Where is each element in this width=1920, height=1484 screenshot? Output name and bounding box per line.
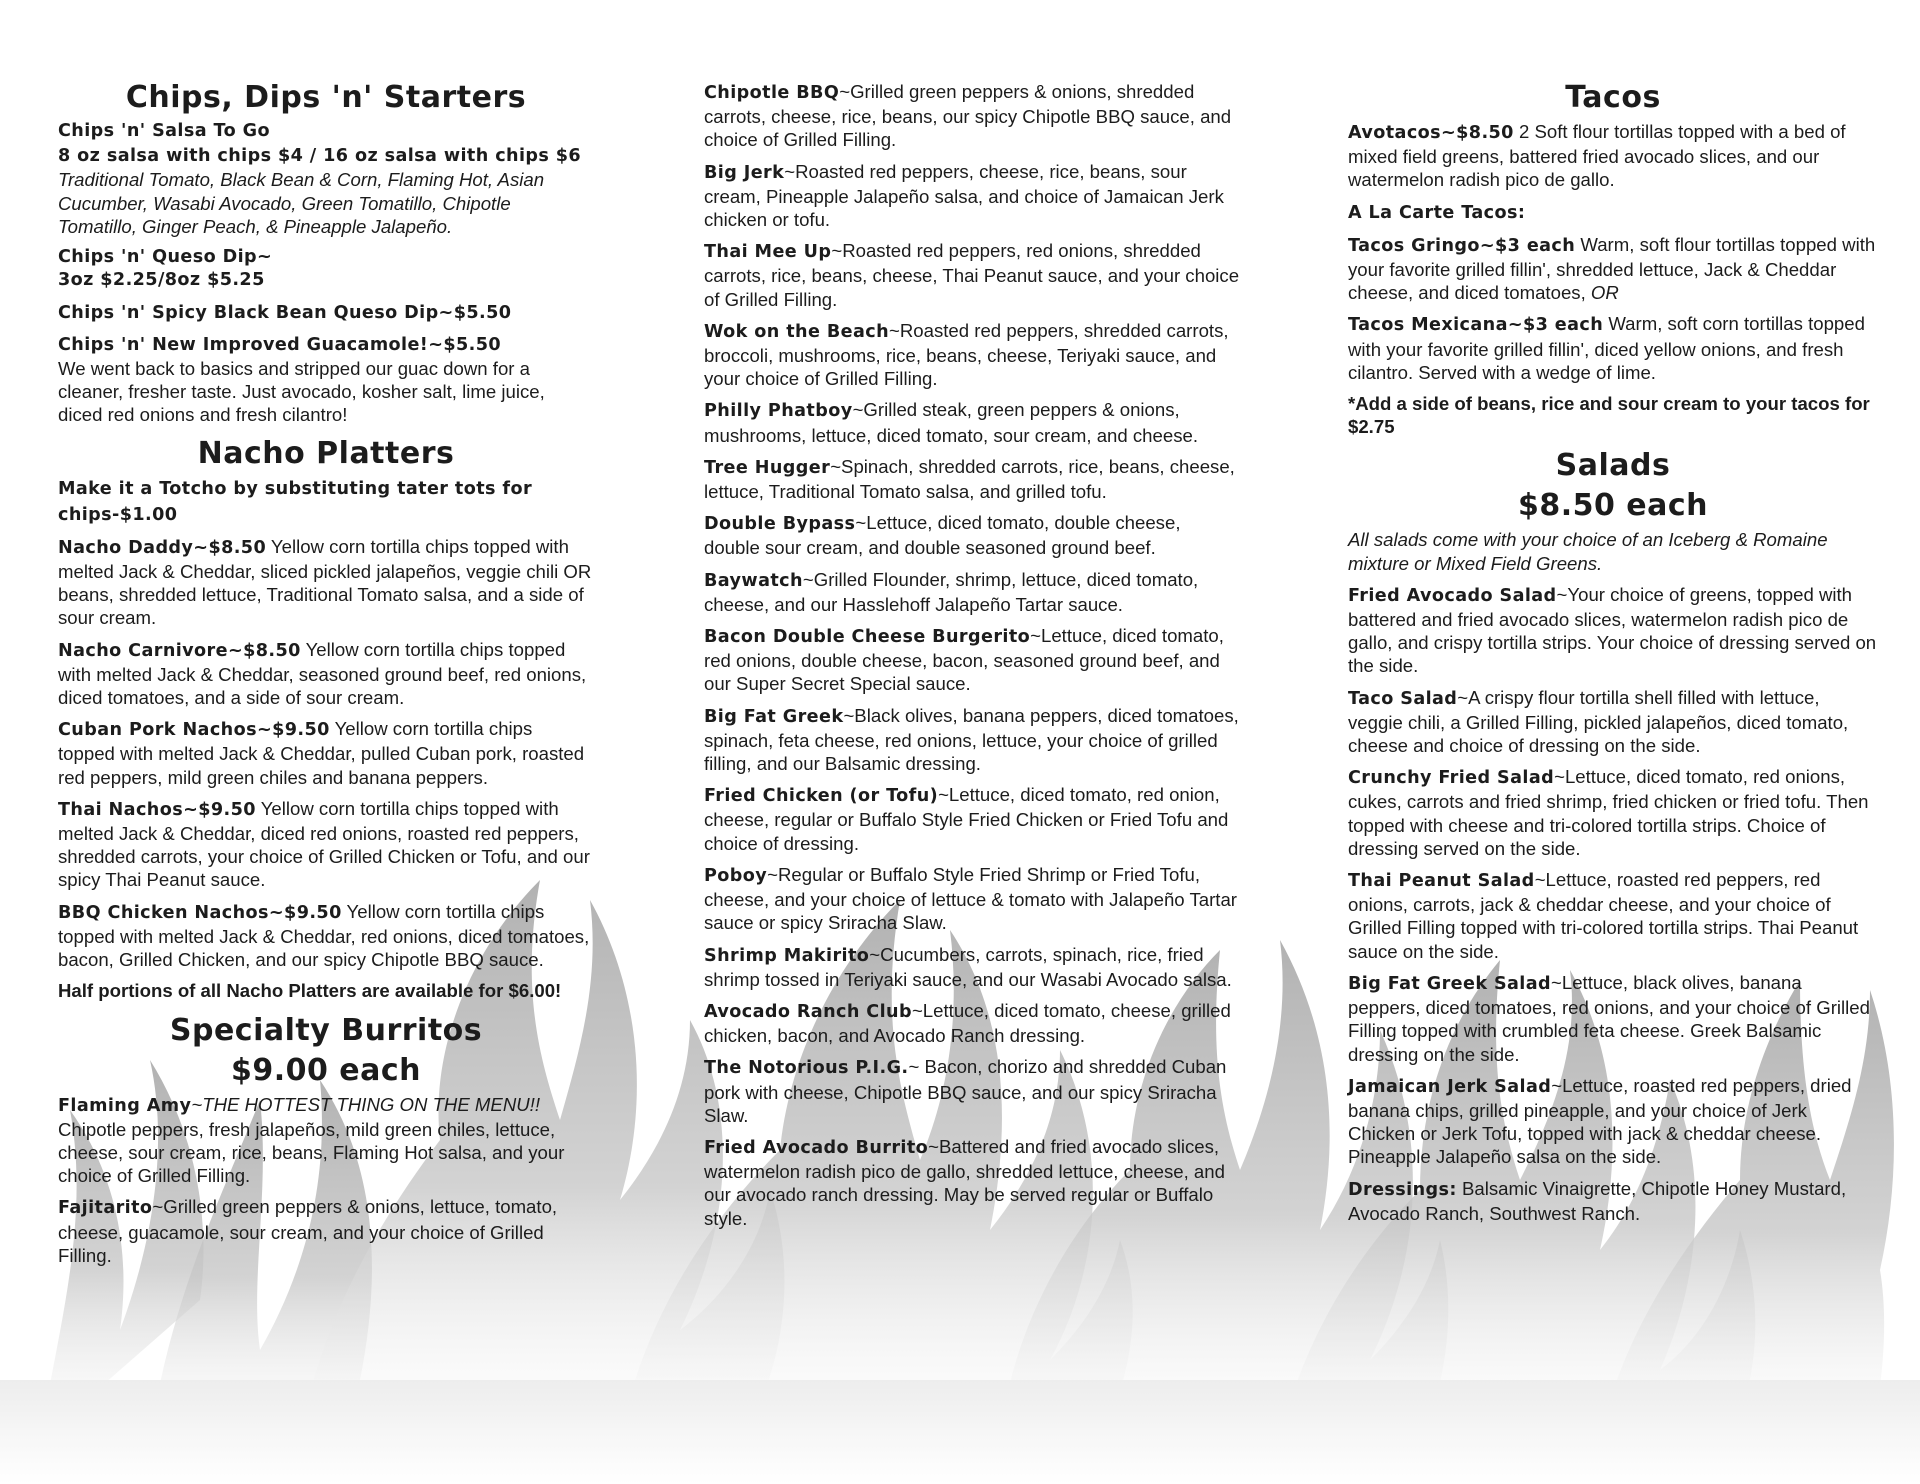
menu-item-salsa: [58, 120, 594, 238]
item-description: ~Roasted red peppers, cheese, rice, beans, sour cream, Pineapple Jalapeño salsa, and choice of Jamaican Jerk chicken or tofu.: [704, 160, 1224, 231]
menu-item-salad: [1348, 868, 1878, 963]
item-description: ~Lettuce, black olives, banana peppers, diced tomatoes, red onions, and your choice of Grilled Filling topped with crumbled feta cheese. Greek Balsamic dressing on the side.: [1348, 971, 1870, 1065]
item-name: BBQ Chicken Nachos~$9.50: [58, 902, 342, 923]
item-name: Poboy: [704, 865, 768, 886]
note-text: Make it a Totcho by substituting tater tots for chips-$1.00: [58, 479, 533, 525]
section-price-burritos: $9.00 each: [230, 1052, 422, 1088]
item-name: Fried Avocado Salad: [1348, 585, 1557, 606]
item-description: Yellow corn tortilla chips topped with melted Jack & Cheddar, diced red onions, roasted red peppers, shredded carrots, your choice of Grilled Chicken or Tofu, and our spicy Thai Peanut sauce.: [58, 797, 590, 891]
menu-item-burrito: [704, 455, 1240, 503]
menu-item-avotacos: [1348, 120, 1878, 192]
item-description: ~Roasted red peppers, red onions, shredded carrots, rice, beans, cheese, Thai Peanut sauce, and your choice of Grilled Filling.: [704, 240, 1240, 310]
item-name: Big Fat Greek Salad: [1348, 973, 1552, 994]
menu-item-nacho: [58, 900, 594, 972]
item-name: Philly Phatboy: [704, 401, 853, 422]
item-name: Shrimp Makirito: [704, 945, 870, 966]
item-name: Chips 'n' Spicy Black Bean Queso Dip~$5.50: [58, 303, 512, 324]
item-or: OR: [1590, 282, 1619, 304]
section-heading-nachos: Nacho Platters: [197, 436, 455, 472]
menu-column-left: [58, 72, 594, 1275]
item-name: Taco Salad: [1348, 688, 1458, 709]
item-name: Chipotle BBQ: [704, 83, 840, 103]
item-name: The Notorious P.I.G.: [704, 1058, 909, 1079]
menu-item-burrito: [704, 1055, 1240, 1127]
menu-item-salad: [1348, 583, 1878, 678]
item-description: ~Your choice of greens, topped with battered and fried avocado slices, watermelon radish pico de gallo, and crispy tortilla strips. Your choice of dressing served on the side.: [1348, 583, 1877, 677]
menu-item-bean-queso: [58, 300, 594, 325]
menu-item-burrito: [704, 239, 1240, 311]
menu-item-burrito: [704, 568, 1240, 616]
menu-item-guacamole: [58, 334, 594, 427]
menu-item-burrito: [704, 398, 1240, 446]
totcho-note: [58, 476, 594, 526]
item-name: Chips 'n' New Improved Guacamole!~$5.50: [58, 334, 502, 355]
item-name: Tree Hugger: [704, 457, 831, 478]
flame-fade: [0, 1380, 1920, 1484]
item-description: ~Lettuce, roasted red peppers, red onions, carrots, jack & cheddar cheese, and your choice of Grilled Filling topped with tri-colored tortilla strips. Thai Peanut sauce on the side.: [1348, 869, 1859, 962]
item-description: ~ Bacon, chorizo and shredded Cuban pork with cheese, Chipotle BBQ sauce, and our spicy Sriracha Slaw.: [704, 1056, 1227, 1126]
menu-item-burrito: [704, 160, 1240, 232]
tacos-side-note: *Add a side of beans, rice and sour cream to your tacos for $2.75: [1348, 393, 1870, 438]
item-description: ~Lettuce, diced tomato, double cheese, double sour cream, and double seasoned ground beef.: [704, 512, 1181, 559]
item-name: Big Jerk: [704, 162, 785, 183]
item-name: Double Bypass: [704, 514, 856, 535]
item-name: Cuban Pork Nachos~$9.50: [58, 720, 330, 741]
item-name: Flaming Amy: [58, 1095, 192, 1116]
item-description: ~Spinach, shredded carrots, rice, beans, cheese, lettuce, Traditional Tomato salsa, and grilled tofu.: [704, 455, 1235, 503]
menu-item-burrito: [704, 319, 1240, 391]
item-name: Avotacos~$8.50: [1348, 123, 1514, 143]
menu-item-burrito: [704, 511, 1240, 559]
item-name: Dressings:: [1348, 1179, 1457, 1200]
item-name: Big Fat Greek: [704, 706, 844, 727]
item-name: Fried Avocado Burrito: [704, 1137, 929, 1158]
menu-item-salad: [1348, 686, 1878, 758]
item-name: Bacon Double Cheese Burgerito: [704, 627, 1031, 648]
item-description: ~Lettuce, diced tomato, cheese, grilled chicken, bacon, and Avocado Ranch dressing.: [704, 999, 1231, 1047]
item-tagline: ~THE HOTTEST THING ON THE MENU!!: [191, 1093, 541, 1115]
item-description: ~Grilled Flounder, shrimp, lettuce, diced tomato, cheese, and our Hasslehoff Jalapeño Tartar sauce.: [704, 568, 1199, 615]
item-description: Traditional Tomato, Black Bean & Corn, Flaming Hot, Asian Cucumber, Wasabi Avocado, Green Tomatillo, Chipotle Tomatillo, Ginger Peach, & Pineapple Jalapeño.: [58, 169, 545, 237]
item-description: ~Roasted red peppers, shredded carrots, broccoli, mushrooms, rice, beans, cheese, Teriyaki sauce, and your choice of Grilled Filling.: [704, 319, 1229, 390]
menu-item-nacho: [58, 638, 594, 710]
section-heading-chips: Chips, Dips 'n' Starters: [125, 80, 527, 115]
subheading-text: A La Carte Tacos:: [1348, 202, 1526, 223]
item-description: ~Lettuce, diced tomato, red onions, double cheese, bacon, seasoned ground beef, and our Super Secret Special sauce.: [704, 625, 1224, 695]
item-name: Jamaican Jerk Salad: [1348, 1076, 1552, 1097]
item-description: ~Battered and fried avocado slices, watermelon radish pico de gallo, shredded lettuce, cheese, and our avocado ranch dressing. May be served regular or Buffalo style.: [704, 1135, 1225, 1229]
item-description: Yellow corn tortilla chips topped with melted Jack & Cheddar, seasoned ground beef, red onions, diced tomatoes, and a side of sour cream.: [58, 638, 587, 709]
menu-item-nacho: [58, 797, 594, 892]
item-name: Thai Peanut Salad: [1348, 871, 1535, 892]
item-name: Thai Mee Up: [704, 242, 832, 263]
item-description: ~Black olives, banana peppers, diced tomatoes, spinach, feta cheese, red onions, lettuce, your choice of grilled filling, and our Balsamic dressing.: [704, 704, 1239, 775]
menu-column-middle: [704, 80, 1240, 1238]
section-heading-salads: Salads: [1555, 448, 1671, 484]
menu-item-salad: [1348, 1074, 1878, 1169]
item-name: Fried Chicken (or Tofu): [704, 786, 939, 807]
item-name: Tacos Gringo~$3 each: [1348, 235, 1576, 256]
salads-note: All salads come with your choice of an Iceberg & Romaine mixture or Mixed Field Greens.: [1348, 529, 1828, 574]
menu-item-burrito: [704, 1135, 1240, 1230]
item-name: Avocado Ranch Club: [704, 1001, 912, 1022]
item-name: Thai Nachos~$9.50: [58, 799, 256, 820]
item-description: ~Lettuce, diced tomato, red onion, cheese, regular or Buffalo Style Fried Chicken or Fried Tofu and choice of dressing.: [704, 784, 1229, 854]
item-name: Nacho Daddy~$8.50: [58, 537, 267, 558]
item-description: Yellow corn tortilla chips topped with melted Jack & Cheddar, sliced pickled jalapeños, veggie chili OR beans, shredded lettuce, Traditional Tomato salsa, and a side of sour cream.: [58, 535, 592, 629]
menu-item-burrito: [704, 783, 1240, 855]
item-name: Tacos Mexicana~$3 each: [1348, 315, 1604, 336]
item-name: Nacho Carnivore~$8.50: [58, 640, 301, 661]
section-heading-burritos: Specialty Burritos: [169, 1012, 483, 1048]
menu-item-tacos-mexicana: [1348, 312, 1878, 384]
item-description: Yellow corn tortilla chips topped with melted Jack & Cheddar, pulled Cuban pork, roasted red peppers, mild green chiles and banana peppers.: [58, 718, 585, 788]
item-description: ~Lettuce, roasted red peppers, dried banana chips, grilled pineapple, and your choice of Jerk Chicken or Jerk Tofu, topped with jack & cheddar cheese. Pineapple Jalapeño salsa on the side.: [1348, 1074, 1852, 1168]
item-name: Fajitarito: [58, 1198, 153, 1219]
item-description: Chipotle peppers, fresh jalapeños, mild green chiles, lettuce, cheese, sour cream, rice, beans, Flaming Hot salsa, and your choice of Grilled Filling.: [58, 1118, 565, 1187]
item-description: 2 Soft flour tortillas topped with a bed of mixed field greens, battered fried avocado slices, and our watermelon radish pico de gallo.: [1348, 121, 1846, 191]
menu-item-flaming-amy: [58, 1093, 594, 1188]
item-name: Chips 'n' Salsa To Go: [58, 121, 270, 141]
item-price: 3oz $2.25/8oz $5.25: [58, 270, 265, 291]
menu-item-burrito: [704, 704, 1240, 776]
menu-item-fajitarito: [58, 1195, 594, 1267]
item-description: ~Regular or Buffalo Style Fried Shrimp or Fried Tofu, cheese, and your choice of lettuce & tomato with Jalapeño Tartar sauce or spicy Sriracha Slaw.: [704, 863, 1237, 934]
item-description: ~Grilled green peppers & onions, shredded carrots, cheese, rice, beans, our spicy Chipotle BBQ sauce, and choice of Grilled Filling.: [704, 81, 1232, 151]
item-description: We went back to basics and stripped our guac down for a cleaner, fresher taste. Just avocado, kosher salt, lime juice, diced red onions and fresh cilantro!: [58, 357, 545, 426]
item-description: ~Grilled green peppers & onions, lettuce, tomato, cheese, guacamole, sour cream, and your choice of Grilled Filling.: [58, 1196, 558, 1266]
item-description: Yellow corn tortilla chips topped with melted Jack & Cheddar, red onions, diced tomatoes, bacon, Grilled Chicken, and our spicy Chipotle BBQ sauce.: [58, 900, 590, 971]
item-name: Baywatch: [704, 570, 803, 591]
menu-item-burrito: [704, 999, 1240, 1047]
menu-item-burrito: [704, 624, 1240, 696]
menu-item-queso: [58, 246, 594, 292]
item-description: ~A crispy flour tortilla shell filled with lettuce, veggie chili, a Grilled Filling, pickled jalapeños, diced tomato, cheese and choice of dressing on the side.: [1348, 686, 1849, 757]
item-description: ~Grilled steak, green peppers & onions, mushrooms, lettuce, diced tomato, sour cream, and cheese.: [704, 399, 1199, 446]
menu-column-right: [1348, 72, 1878, 1233]
menu-item-salad: [1348, 765, 1878, 860]
item-name: Wok on the Beach: [704, 321, 889, 342]
item-description: ~Lettuce, diced tomato, red onions, cukes, carrots and fried shrimp, fried chicken or fried tofu. Then topped with cheese and tri-colored tortilla strips. Choice of dressing served on the side.: [1348, 766, 1869, 859]
menu-item-burrito: [704, 80, 1240, 152]
menu-item-nacho: [58, 717, 594, 789]
item-description: Balsamic Vinaigrette, Chipotle Honey Mustard, Avocado Ranch, Southwest Ranch.: [1348, 1177, 1847, 1224]
menu-item-burrito: [704, 943, 1240, 991]
item-name: Crunchy Fried Salad: [1348, 768, 1555, 789]
item-name: Chips 'n' Queso Dip~: [58, 247, 273, 268]
section-price-salads: $8.50 each: [1517, 488, 1709, 524]
dressings-list: [1348, 1177, 1878, 1225]
item-description: Warm, soft corn tortillas topped with your favorite grilled fillin', diced yellow onions, and fresh cilantro. Served with a wedge of lime.: [1348, 313, 1865, 383]
item-description: ~Cucumbers, carrots, spinach, rice, fried shrimp tossed in Teriyaki sauce, and our Wasabi Avocado salsa.: [704, 943, 1232, 990]
alacarte-heading: [1348, 200, 1878, 225]
item-price: 8 oz salsa with chips $4 / 16 oz salsa with chips $6: [58, 146, 582, 167]
half-portion-note: Half portions of all Nacho Platters are available for $6.00!: [58, 980, 562, 1002]
menu-item-burrito: [704, 863, 1240, 935]
item-description: Warm, soft flour tortillas topped with your favorite grilled fillin', shredded lettuce, Jack & Cheddar cheese, and diced tomatoes,: [1348, 233, 1876, 304]
menu-item-nacho: [58, 535, 594, 630]
menu-item-salad: [1348, 971, 1878, 1066]
section-heading-tacos: Tacos: [1565, 80, 1661, 115]
menu-item-tacos-gringo: [1348, 233, 1878, 305]
